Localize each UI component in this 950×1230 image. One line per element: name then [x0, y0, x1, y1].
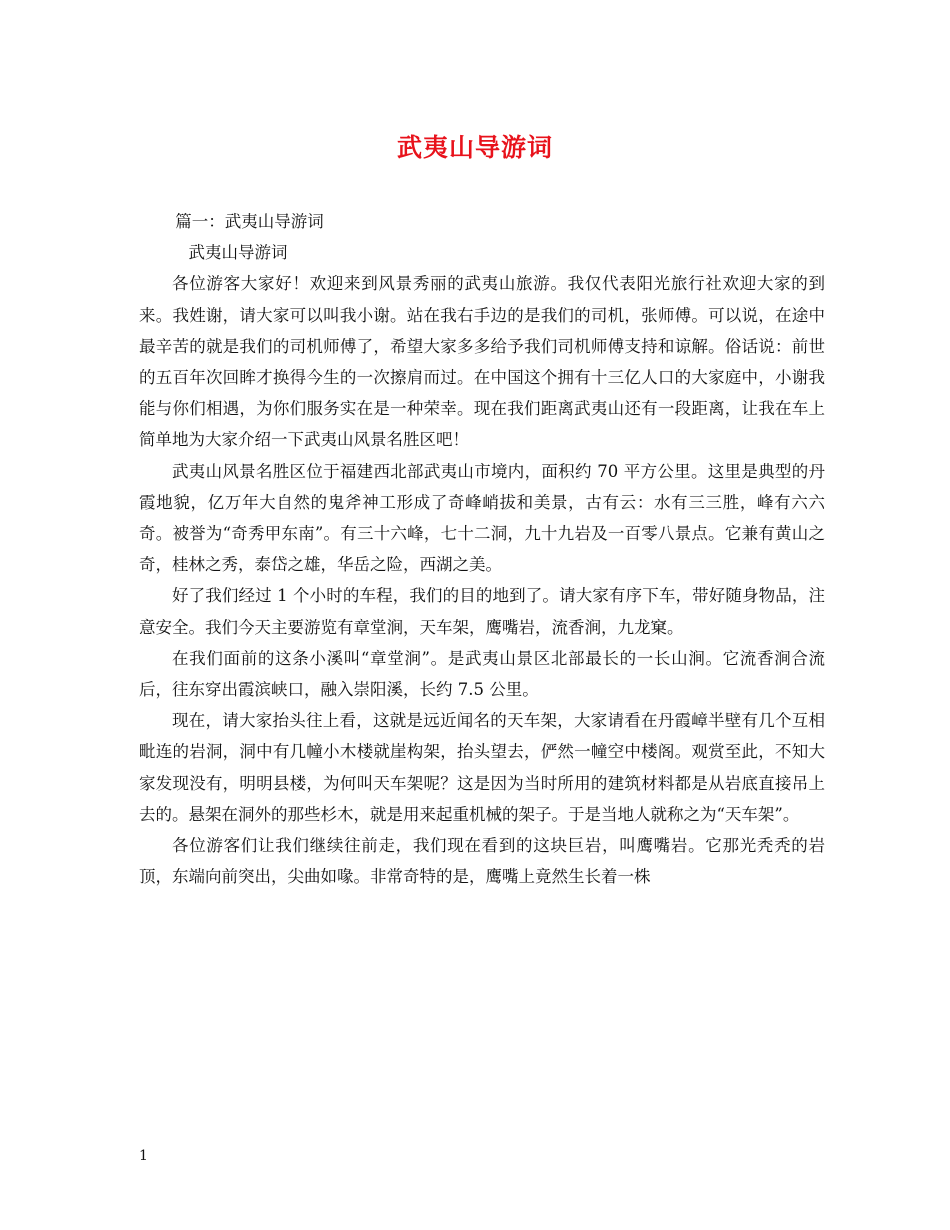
section-heading: 篇一：武夷山导游词	[175, 212, 324, 231]
paragraph: 好了我们经过 1 个小时的车程，我们的目的地到了。请大家有序下车，带好随身物品，注意安全。我们今天主要游览有章堂涧，天车架，鹰嘴岩，流香涧，九龙窠。	[139, 586, 825, 637]
paragraph: 武夷山风景名胜区位于福建西北部武夷山市境内，面积约 70 平方公里。这里是典型的丹霞地貌，亿万年大自然的鬼斧神工形成了奇峰峭拔和美景，古有云：水有三三胜，峰有六六奇。被誉为“奇秀甲东南”。有三十六峰，七十二洞，九十九岩及一百零八景点。它兼有黄山之奇，桂林之秀，泰岱之雄，华岳之险，西湖之美。	[139, 461, 825, 575]
paragraph: 现在，请大家抬头往上看，这就是远近闻名的天车架，大家请看在丹霞嶂半壁有几个互相毗连的岩洞，洞中有几幢小木楼就崖构架，抬头望去，俨然一幢空中楼阁。观赏至此，不知大家发现没有，明明县楼，为何叫天车架呢？这是因为当时所用的建筑材料都是从岩底直接吊上去的。悬架在洞外的那些杉木，就是用来起重机械的架子。于是当地人就称之为“天车架”。	[139, 711, 825, 824]
document-title: 武夷山导游词	[396, 133, 553, 162]
document-body	[139, 206, 825, 892]
paragraph: 在我们面前的这条小溪叫“章堂涧”。是武夷山景区北部最长的一长山涧。它流香涧合流后，往东穿出霞滨峡口，融入崇阳溪，长约 7.5 公里。	[139, 648, 825, 700]
page-number: 1	[139, 1148, 148, 1164]
paragraph: 各位游客大家好！欢迎来到风景秀丽的武夷山旅游。我仅代表阳光旅行社欢迎大家的到来。我姓谢，请大家可以叫我小谢。站在我右手边的是我们的司机，张师傅。可以说，在途中最辛苦的就是我们的司机师傅了，希望大家多多给予我们司机师傅支持和谅解。俗话说：前世的五百年次回眸才换得今生的一次擦肩而过。在中国这个拥有十三亿人口的大家庭中，小谢我能与你们相遇，为你们服务实在是一种荣幸。现在我们距离武夷山还有一段距离，让我在车上简单地为大家介绍一下武夷山风景名胜区吧！	[139, 274, 825, 450]
sub-heading: 武夷山导游词	[188, 243, 288, 263]
paragraph: 各位游客们让我们继续往前走，我们现在看到的这块巨岩，叫鹰嘴岩。它那光秃秃的岩顶，东端向前突出，尖曲如喙。非常奇特的是，鹰嘴上竟然生长着一株	[139, 836, 825, 887]
